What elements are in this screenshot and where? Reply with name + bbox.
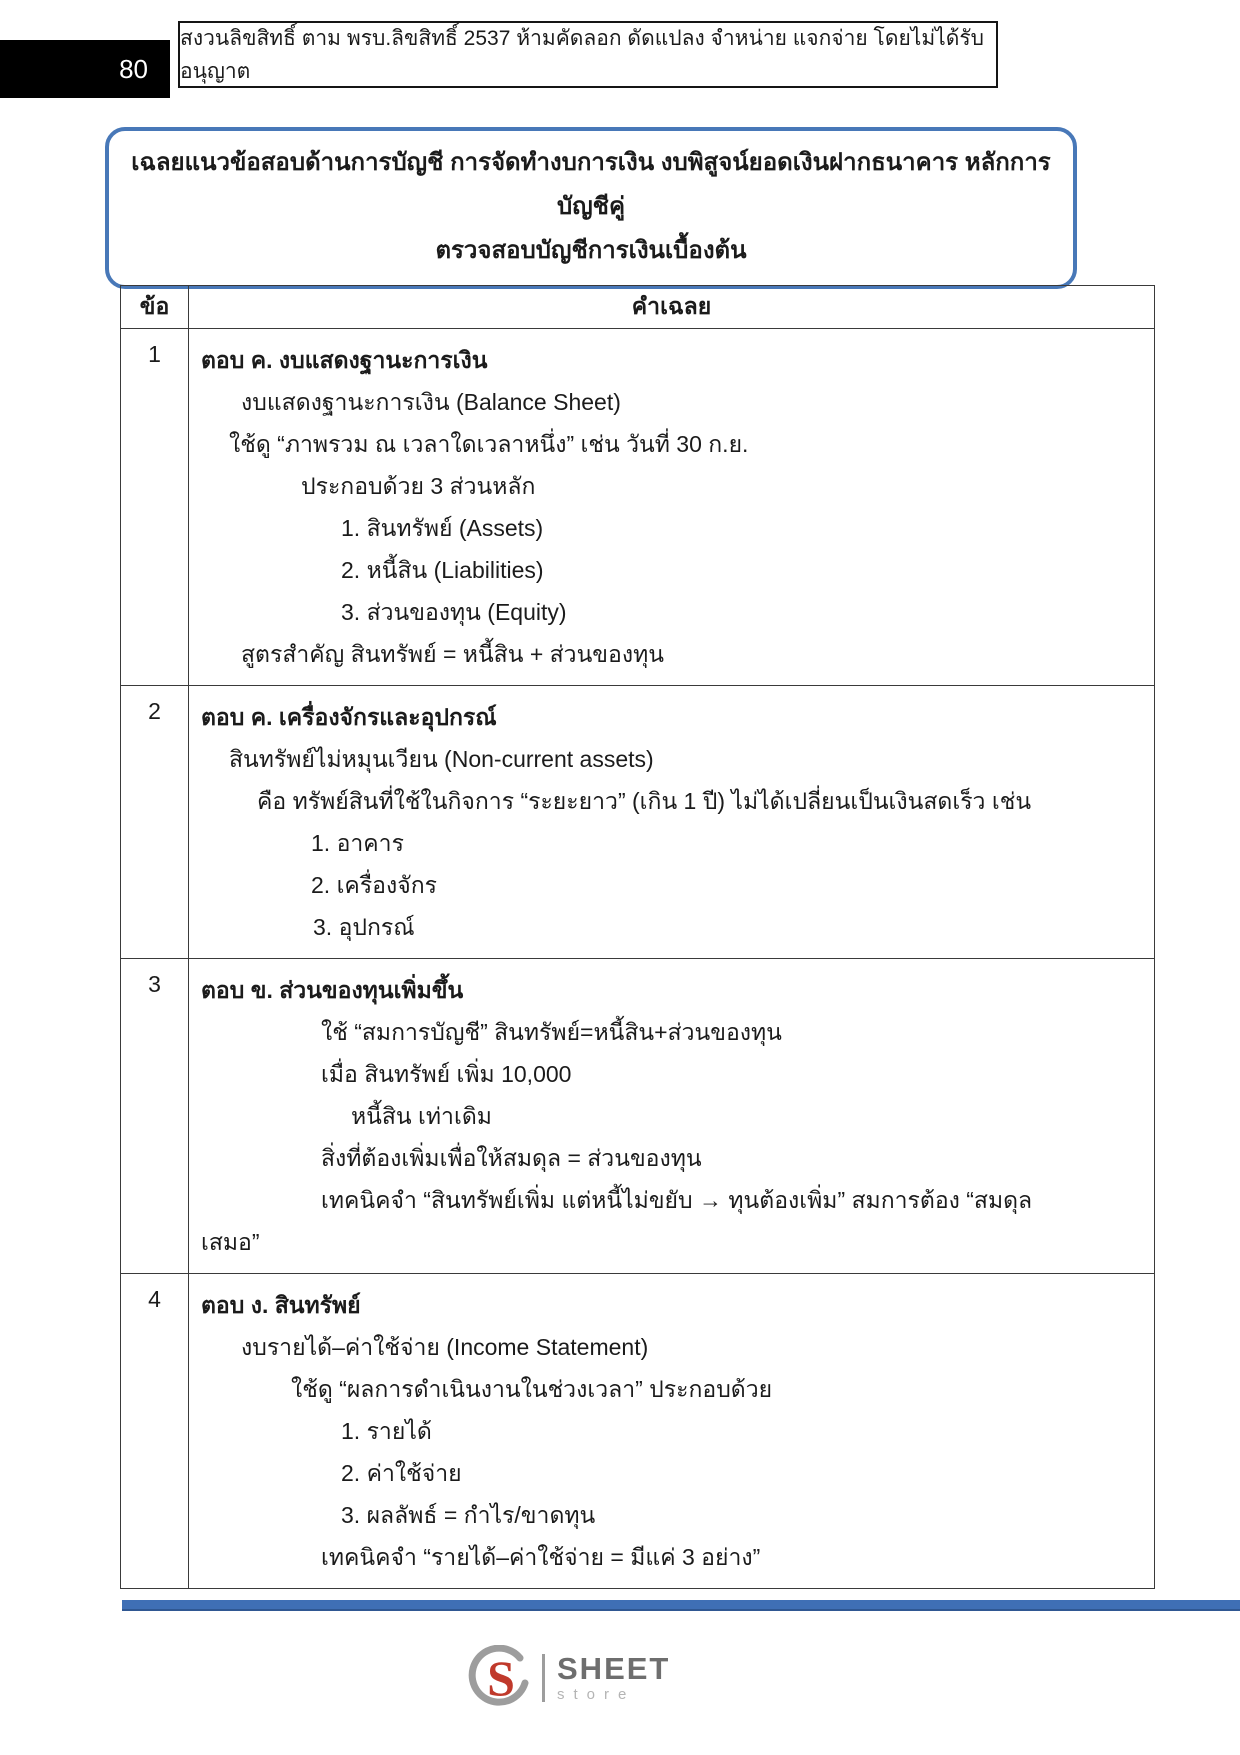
answer-line: งบแสดงฐานะการเงิน (Balance Sheet) [241, 389, 621, 415]
sheet-store-logo [468, 1645, 670, 1711]
answer-line: 2. หนี้สิน (Liabilities) [341, 557, 544, 583]
answer-line: ตอบ ง. สินทรัพย์ [201, 1292, 361, 1318]
answer-line: สิ่งที่ต้องเพิ่มเพื่อให้สมดุล = ส่วนของทุน [321, 1145, 702, 1171]
page-title-line2: ตรวจสอบบัญชีการเงินเบื้องต้น [435, 237, 747, 264]
answer-line: สูตรสำคัญ สินทรัพย์ = หนี้สิน + ส่วนของทุน [241, 641, 664, 667]
answer-line: 1. สินทรัพย์ (Assets) [341, 515, 544, 541]
column-header-answer: คำเฉลย [189, 286, 1155, 329]
answer-line: ใช้ดู “ผลการดำเนินงานในช่วงเวลา” ประกอบด้วย [291, 1376, 773, 1402]
table-row [121, 1274, 1155, 1589]
answer-line: 2. เครื่องจักร [311, 872, 437, 898]
title-box [105, 127, 1077, 289]
answer-line: ตอบ ค. เครื่องจักรและอุปกรณ์ [201, 704, 497, 730]
answer-line: สินทรัพย์ไม่หมุนเวียน (Non-current assets) [229, 746, 654, 772]
page-number: 80 [119, 53, 148, 84]
table-row [121, 959, 1155, 1274]
question-number: 4 [121, 1274, 189, 1589]
answer-line: เทคนิคจำ “รายได้–ค่าใช้จ่าย = มีแค่ 3 อย่าง” [321, 1544, 761, 1570]
answer-line: 3. อุปกรณ์ [313, 914, 415, 940]
answer-cell [189, 329, 1155, 686]
footer-divider-bar [122, 1600, 1240, 1611]
copyright-text: สงวนลิขสิทธิ์ ตาม พรบ.ลิขสิทธิ์ 2537 ห้ามคัดลอก ดัดแปลง จำหน่าย แจกจ่าย โดยไม่ได้รับอนุญาต [180, 26, 984, 83]
answer-line: ตอบ ค. งบแสดงฐานะการเงิน [201, 347, 488, 373]
answer-line: หนี้สิน เท่าเดิม [351, 1103, 492, 1129]
question-number: 1 [121, 329, 189, 686]
answer-line: เสมอ” [201, 1229, 260, 1255]
answer-line: 1. รายได้ [341, 1418, 432, 1444]
answer-table [120, 285, 1155, 1589]
answer-cell [189, 1274, 1155, 1589]
answer-line: 1. อาคาร [311, 830, 404, 856]
answer-line: 3. ส่วนของทุน (Equity) [341, 599, 567, 625]
logo-divider [542, 1654, 545, 1702]
answer-line: ใช้ดู “ภาพรวม ณ เวลาใดเวลาหนึ่ง” เช่น วันที่ 30 ก.ย. [229, 431, 749, 457]
table-row [121, 329, 1155, 686]
sheet-store-s-icon [468, 1645, 534, 1711]
page-number-box [0, 40, 170, 98]
answer-table-body [121, 329, 1155, 1589]
answer-line: ประกอบด้วย 3 ส่วนหลัก [301, 473, 536, 499]
answer-line: 3. ผลลัพธ์ = กำไร/ขาดทุน [341, 1502, 596, 1528]
question-number: 3 [121, 959, 189, 1274]
svg-text:S: S [487, 1650, 515, 1706]
answer-line: งบรายได้–ค่าใช้จ่าย (Income Statement) [241, 1334, 649, 1360]
column-header-number: ข้อ [121, 286, 189, 329]
answer-line: คือ ทรัพย์สินที่ใช้ในกิจการ “ระยะยาว” (เกิน 1 ปี) ไม่ได้เปลี่ยนเป็นเงินสดเร็ว เช่น [257, 788, 1032, 814]
page-title-line1: เฉลยแนวข้อสอบด้านการบัญชี การจัดทำงบการเงิน งบพิสูจน์ยอดเงินฝากธนาคาร หลักการบัญชีคู่ [131, 149, 1051, 220]
answer-line: ตอบ ข. ส่วนของทุนเพิ่มขึ้น [201, 977, 464, 1003]
logo-text [557, 1650, 671, 1703]
answer-line: เทคนิคจำ “สินทรัพย์เพิ่ม แต่หนี้ไม่ขยับ → ทุนต้องเพิ่ม” สมการต้อง “สมดุล [321, 1187, 1033, 1213]
answer-line: ใช้ “สมการบัญชี” สินทรัพย์=หนี้สิน+ส่วนของทุน [321, 1019, 782, 1045]
answer-cell [189, 686, 1155, 959]
answer-line: 2. ค่าใช้จ่าย [341, 1460, 462, 1486]
answer-cell [189, 959, 1155, 1274]
answer-line: เมื่อ สินทรัพย์ เพิ่ม 10,000 [321, 1061, 572, 1087]
logo-subtitle: store [557, 1685, 636, 1703]
question-number: 2 [121, 686, 189, 959]
logo-name: SHEET [557, 1650, 671, 1686]
table-header-row [121, 286, 1155, 329]
table-row [121, 686, 1155, 959]
copyright-notice-box [178, 21, 998, 88]
